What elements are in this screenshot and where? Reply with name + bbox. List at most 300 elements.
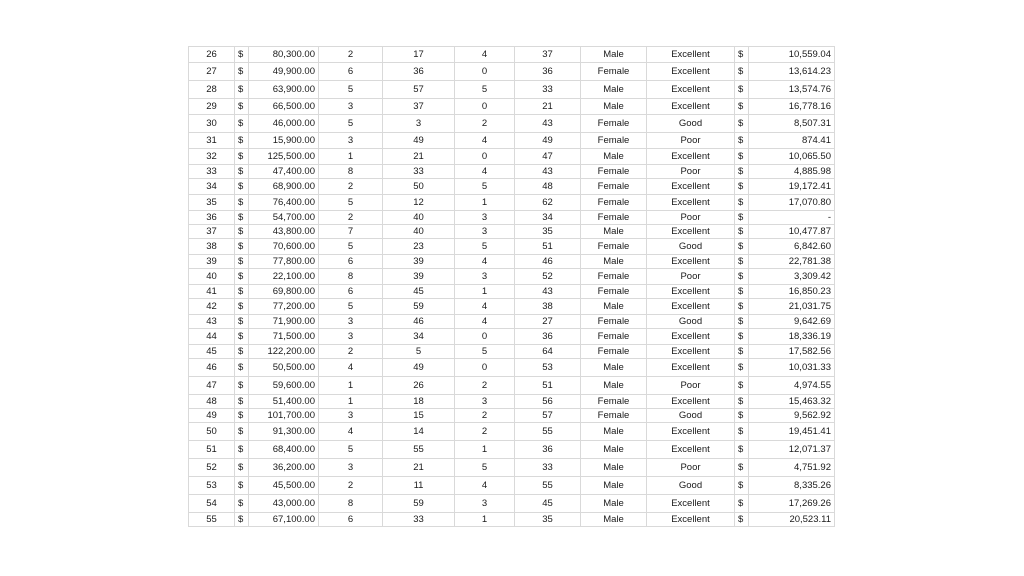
currency-cell[interactable]: $ <box>235 99 249 115</box>
col-d-cell[interactable]: 57 <box>515 409 581 423</box>
currency-cell[interactable]: $ <box>235 149 249 165</box>
col-c-cell[interactable]: 5 <box>455 239 515 255</box>
rating-cell[interactable]: Good <box>647 315 735 329</box>
rating-cell[interactable]: Excellent <box>647 513 735 527</box>
col-b-cell[interactable]: 15 <box>383 409 455 423</box>
gender-cell[interactable]: Female <box>581 315 647 329</box>
currency-cell[interactable]: $ <box>735 345 749 359</box>
amount-cell[interactable]: 4,974.55 <box>749 377 835 395</box>
rating-cell[interactable]: Excellent <box>647 225 735 239</box>
amount-cell[interactable]: 22,781.38 <box>749 255 835 269</box>
salary-cell[interactable]: 49,900.00 <box>249 63 319 81</box>
col-c-cell[interactable]: 0 <box>455 99 515 115</box>
col-a-cell[interactable]: 7 <box>319 225 383 239</box>
col-a-cell[interactable]: 5 <box>319 81 383 99</box>
col-c-cell[interactable]: 2 <box>455 409 515 423</box>
rating-cell[interactable]: Good <box>647 477 735 495</box>
currency-cell[interactable]: $ <box>735 195 749 211</box>
col-a-cell[interactable]: 8 <box>319 495 383 513</box>
col-a-cell[interactable]: 6 <box>319 255 383 269</box>
id-cell[interactable]: 40 <box>189 269 235 285</box>
currency-cell[interactable]: $ <box>735 225 749 239</box>
currency-cell[interactable]: $ <box>735 239 749 255</box>
currency-cell[interactable]: $ <box>235 299 249 315</box>
col-d-cell[interactable]: 34 <box>515 211 581 225</box>
col-d-cell[interactable]: 35 <box>515 225 581 239</box>
salary-cell[interactable]: 50,500.00 <box>249 359 319 377</box>
col-a-cell[interactable]: 8 <box>319 269 383 285</box>
col-b-cell[interactable]: 49 <box>383 359 455 377</box>
col-d-cell[interactable]: 36 <box>515 441 581 459</box>
col-a-cell[interactable]: 5 <box>319 299 383 315</box>
col-c-cell[interactable]: 0 <box>455 329 515 345</box>
salary-cell[interactable]: 47,400.00 <box>249 165 319 179</box>
col-c-cell[interactable]: 5 <box>455 81 515 99</box>
col-a-cell[interactable]: 3 <box>319 99 383 115</box>
gender-cell[interactable]: Female <box>581 179 647 195</box>
amount-cell[interactable]: 3,309.42 <box>749 269 835 285</box>
col-a-cell[interactable]: 1 <box>319 149 383 165</box>
col-d-cell[interactable]: 53 <box>515 359 581 377</box>
gender-cell[interactable]: Female <box>581 395 647 409</box>
salary-cell[interactable]: 70,600.00 <box>249 239 319 255</box>
amount-cell[interactable]: 16,778.16 <box>749 99 835 115</box>
col-a-cell[interactable]: 5 <box>319 441 383 459</box>
id-cell[interactable]: 41 <box>189 285 235 299</box>
gender-cell[interactable]: Female <box>581 269 647 285</box>
col-b-cell[interactable]: 23 <box>383 239 455 255</box>
id-cell[interactable]: 47 <box>189 377 235 395</box>
col-c-cell[interactable]: 4 <box>455 47 515 63</box>
currency-cell[interactable]: $ <box>735 285 749 299</box>
amount-cell[interactable]: 17,582.56 <box>749 345 835 359</box>
rating-cell[interactable]: Excellent <box>647 255 735 269</box>
amount-cell[interactable]: 9,562.92 <box>749 409 835 423</box>
gender-cell[interactable]: Male <box>581 81 647 99</box>
col-d-cell[interactable]: 64 <box>515 345 581 359</box>
salary-cell[interactable]: 68,400.00 <box>249 441 319 459</box>
id-cell[interactable]: 52 <box>189 459 235 477</box>
gender-cell[interactable]: Male <box>581 255 647 269</box>
salary-cell[interactable]: 91,300.00 <box>249 423 319 441</box>
amount-cell[interactable]: 21,031.75 <box>749 299 835 315</box>
col-d-cell[interactable]: 33 <box>515 459 581 477</box>
col-c-cell[interactable]: 4 <box>455 133 515 149</box>
salary-cell[interactable]: 43,800.00 <box>249 225 319 239</box>
id-cell[interactable]: 36 <box>189 211 235 225</box>
currency-cell[interactable]: $ <box>235 239 249 255</box>
salary-cell[interactable]: 77,200.00 <box>249 299 319 315</box>
col-b-cell[interactable]: 18 <box>383 395 455 409</box>
col-d-cell[interactable]: 56 <box>515 395 581 409</box>
currency-cell[interactable]: $ <box>735 299 749 315</box>
currency-cell[interactable]: $ <box>735 459 749 477</box>
rating-cell[interactable]: Good <box>647 115 735 133</box>
salary-cell[interactable]: 125,500.00 <box>249 149 319 165</box>
col-b-cell[interactable]: 3 <box>383 115 455 133</box>
currency-cell[interactable]: $ <box>235 211 249 225</box>
currency-cell[interactable]: $ <box>235 441 249 459</box>
salary-cell[interactable]: 67,100.00 <box>249 513 319 527</box>
col-b-cell[interactable]: 21 <box>383 459 455 477</box>
col-b-cell[interactable]: 11 <box>383 477 455 495</box>
col-b-cell[interactable]: 46 <box>383 315 455 329</box>
currency-cell[interactable]: $ <box>235 513 249 527</box>
id-cell[interactable]: 42 <box>189 299 235 315</box>
col-b-cell[interactable]: 39 <box>383 269 455 285</box>
col-b-cell[interactable]: 50 <box>383 179 455 195</box>
amount-cell[interactable]: - <box>749 211 835 225</box>
gender-cell[interactable]: Male <box>581 99 647 115</box>
id-cell[interactable]: 39 <box>189 255 235 269</box>
currency-cell[interactable]: $ <box>735 165 749 179</box>
currency-cell[interactable]: $ <box>735 179 749 195</box>
id-cell[interactable]: 53 <box>189 477 235 495</box>
currency-cell[interactable]: $ <box>735 329 749 345</box>
col-d-cell[interactable]: 27 <box>515 315 581 329</box>
col-a-cell[interactable]: 6 <box>319 285 383 299</box>
col-d-cell[interactable]: 48 <box>515 179 581 195</box>
col-c-cell[interactable]: 4 <box>455 299 515 315</box>
currency-cell[interactable]: $ <box>235 255 249 269</box>
rating-cell[interactable]: Excellent <box>647 395 735 409</box>
currency-cell[interactable]: $ <box>735 99 749 115</box>
col-b-cell[interactable]: 55 <box>383 441 455 459</box>
currency-cell[interactable]: $ <box>235 329 249 345</box>
gender-cell[interactable]: Male <box>581 149 647 165</box>
currency-cell[interactable]: $ <box>735 409 749 423</box>
col-a-cell[interactable]: 2 <box>319 211 383 225</box>
rating-cell[interactable]: Poor <box>647 269 735 285</box>
col-c-cell[interactable]: 1 <box>455 285 515 299</box>
col-a-cell[interactable]: 6 <box>319 513 383 527</box>
id-cell[interactable]: 29 <box>189 99 235 115</box>
rating-cell[interactable]: Poor <box>647 165 735 179</box>
rating-cell[interactable]: Excellent <box>647 195 735 211</box>
amount-cell[interactable]: 8,335.26 <box>749 477 835 495</box>
col-b-cell[interactable]: 34 <box>383 329 455 345</box>
col-b-cell[interactable]: 33 <box>383 513 455 527</box>
col-a-cell[interactable]: 6 <box>319 63 383 81</box>
salary-cell[interactable]: 71,500.00 <box>249 329 319 345</box>
id-cell[interactable]: 48 <box>189 395 235 409</box>
col-c-cell[interactable]: 0 <box>455 359 515 377</box>
id-cell[interactable]: 30 <box>189 115 235 133</box>
currency-cell[interactable]: $ <box>235 133 249 149</box>
amount-cell[interactable]: 10,065.50 <box>749 149 835 165</box>
id-cell[interactable]: 31 <box>189 133 235 149</box>
gender-cell[interactable]: Female <box>581 165 647 179</box>
col-b-cell[interactable]: 37 <box>383 99 455 115</box>
col-d-cell[interactable]: 46 <box>515 255 581 269</box>
col-b-cell[interactable]: 12 <box>383 195 455 211</box>
id-cell[interactable]: 26 <box>189 47 235 63</box>
rating-cell[interactable]: Poor <box>647 133 735 149</box>
currency-cell[interactable]: $ <box>235 81 249 99</box>
salary-cell[interactable]: 80,300.00 <box>249 47 319 63</box>
rating-cell[interactable]: Excellent <box>647 423 735 441</box>
col-d-cell[interactable]: 62 <box>515 195 581 211</box>
rating-cell[interactable]: Excellent <box>647 441 735 459</box>
col-b-cell[interactable]: 40 <box>383 211 455 225</box>
amount-cell[interactable]: 13,614.23 <box>749 63 835 81</box>
currency-cell[interactable]: $ <box>735 115 749 133</box>
currency-cell[interactable]: $ <box>235 423 249 441</box>
id-cell[interactable]: 49 <box>189 409 235 423</box>
currency-cell[interactable]: $ <box>735 423 749 441</box>
currency-cell[interactable]: $ <box>735 47 749 63</box>
rating-cell[interactable]: Excellent <box>647 285 735 299</box>
amount-cell[interactable]: 13,574.76 <box>749 81 835 99</box>
gender-cell[interactable]: Female <box>581 239 647 255</box>
gender-cell[interactable]: Female <box>581 133 647 149</box>
amount-cell[interactable]: 10,031.33 <box>749 359 835 377</box>
col-b-cell[interactable]: 21 <box>383 149 455 165</box>
rating-cell[interactable]: Excellent <box>647 149 735 165</box>
rating-cell[interactable]: Excellent <box>647 345 735 359</box>
col-a-cell[interactable]: 3 <box>319 459 383 477</box>
currency-cell[interactable]: $ <box>235 395 249 409</box>
gender-cell[interactable]: Female <box>581 345 647 359</box>
col-a-cell[interactable]: 5 <box>319 239 383 255</box>
rating-cell[interactable]: Excellent <box>647 299 735 315</box>
id-cell[interactable]: 28 <box>189 81 235 99</box>
currency-cell[interactable]: $ <box>735 269 749 285</box>
col-b-cell[interactable]: 59 <box>383 495 455 513</box>
col-d-cell[interactable]: 36 <box>515 329 581 345</box>
gender-cell[interactable]: Male <box>581 377 647 395</box>
col-c-cell[interactable]: 1 <box>455 195 515 211</box>
amount-cell[interactable]: 16,850.23 <box>749 285 835 299</box>
id-cell[interactable]: 46 <box>189 359 235 377</box>
col-b-cell[interactable]: 33 <box>383 165 455 179</box>
col-b-cell[interactable]: 40 <box>383 225 455 239</box>
col-c-cell[interactable]: 1 <box>455 513 515 527</box>
gender-cell[interactable]: Male <box>581 513 647 527</box>
amount-cell[interactable]: 19,172.41 <box>749 179 835 195</box>
amount-cell[interactable]: 17,070.80 <box>749 195 835 211</box>
col-b-cell[interactable]: 26 <box>383 377 455 395</box>
gender-cell[interactable]: Female <box>581 115 647 133</box>
currency-cell[interactable]: $ <box>735 81 749 99</box>
gender-cell[interactable]: Male <box>581 441 647 459</box>
gender-cell[interactable]: Male <box>581 459 647 477</box>
currency-cell[interactable]: $ <box>735 211 749 225</box>
id-cell[interactable]: 33 <box>189 165 235 179</box>
currency-cell[interactable]: $ <box>235 269 249 285</box>
salary-cell[interactable]: 43,000.00 <box>249 495 319 513</box>
currency-cell[interactable]: $ <box>235 47 249 63</box>
col-a-cell[interactable]: 3 <box>319 315 383 329</box>
col-c-cell[interactable]: 0 <box>455 149 515 165</box>
col-c-cell[interactable]: 3 <box>455 269 515 285</box>
rating-cell[interactable]: Excellent <box>647 47 735 63</box>
col-b-cell[interactable]: 57 <box>383 81 455 99</box>
amount-cell[interactable]: 6,842.60 <box>749 239 835 255</box>
currency-cell[interactable]: $ <box>235 225 249 239</box>
col-d-cell[interactable]: 55 <box>515 477 581 495</box>
col-d-cell[interactable]: 55 <box>515 423 581 441</box>
salary-cell[interactable]: 101,700.00 <box>249 409 319 423</box>
col-c-cell[interactable]: 3 <box>455 495 515 513</box>
salary-cell[interactable]: 45,500.00 <box>249 477 319 495</box>
col-b-cell[interactable]: 5 <box>383 345 455 359</box>
currency-cell[interactable]: $ <box>735 513 749 527</box>
currency-cell[interactable]: $ <box>735 133 749 149</box>
gender-cell[interactable]: Male <box>581 495 647 513</box>
rating-cell[interactable]: Excellent <box>647 63 735 81</box>
amount-cell[interactable]: 4,885.98 <box>749 165 835 179</box>
id-cell[interactable]: 44 <box>189 329 235 345</box>
gender-cell[interactable]: Male <box>581 477 647 495</box>
id-cell[interactable]: 32 <box>189 149 235 165</box>
currency-cell[interactable]: $ <box>735 441 749 459</box>
col-c-cell[interactable]: 1 <box>455 441 515 459</box>
currency-cell[interactable]: $ <box>235 345 249 359</box>
id-cell[interactable]: 38 <box>189 239 235 255</box>
currency-cell[interactable]: $ <box>735 495 749 513</box>
rating-cell[interactable]: Good <box>647 239 735 255</box>
col-d-cell[interactable]: 36 <box>515 63 581 81</box>
currency-cell[interactable]: $ <box>235 459 249 477</box>
rating-cell[interactable]: Good <box>647 409 735 423</box>
col-c-cell[interactable]: 4 <box>455 315 515 329</box>
salary-cell[interactable]: 66,500.00 <box>249 99 319 115</box>
currency-cell[interactable]: $ <box>235 477 249 495</box>
id-cell[interactable]: 51 <box>189 441 235 459</box>
col-a-cell[interactable]: 3 <box>319 409 383 423</box>
amount-cell[interactable]: 19,451.41 <box>749 423 835 441</box>
amount-cell[interactable]: 20,523.11 <box>749 513 835 527</box>
col-c-cell[interactable]: 4 <box>455 165 515 179</box>
col-d-cell[interactable]: 33 <box>515 81 581 99</box>
col-a-cell[interactable]: 3 <box>319 133 383 149</box>
gender-cell[interactable]: Female <box>581 63 647 81</box>
currency-cell[interactable]: $ <box>235 179 249 195</box>
amount-cell[interactable]: 17,269.26 <box>749 495 835 513</box>
currency-cell[interactable]: $ <box>235 63 249 81</box>
currency-cell[interactable]: $ <box>735 477 749 495</box>
col-b-cell[interactable]: 17 <box>383 47 455 63</box>
gender-cell[interactable]: Female <box>581 409 647 423</box>
col-b-cell[interactable]: 36 <box>383 63 455 81</box>
id-cell[interactable]: 55 <box>189 513 235 527</box>
salary-cell[interactable]: 22,100.00 <box>249 269 319 285</box>
salary-cell[interactable]: 51,400.00 <box>249 395 319 409</box>
col-c-cell[interactable]: 5 <box>455 459 515 477</box>
gender-cell[interactable]: Female <box>581 285 647 299</box>
salary-cell[interactable]: 46,000.00 <box>249 115 319 133</box>
gender-cell[interactable]: Male <box>581 47 647 63</box>
amount-cell[interactable]: 10,477.87 <box>749 225 835 239</box>
col-d-cell[interactable]: 47 <box>515 149 581 165</box>
col-a-cell[interactable]: 2 <box>319 345 383 359</box>
currency-cell[interactable]: $ <box>735 377 749 395</box>
col-d-cell[interactable]: 43 <box>515 165 581 179</box>
rating-cell[interactable]: Excellent <box>647 81 735 99</box>
col-a-cell[interactable]: 1 <box>319 377 383 395</box>
currency-cell[interactable]: $ <box>735 395 749 409</box>
rating-cell[interactable]: Excellent <box>647 329 735 345</box>
col-a-cell[interactable]: 3 <box>319 329 383 345</box>
col-b-cell[interactable]: 49 <box>383 133 455 149</box>
col-a-cell[interactable]: 5 <box>319 195 383 211</box>
col-b-cell[interactable]: 14 <box>383 423 455 441</box>
rating-cell[interactable]: Excellent <box>647 359 735 377</box>
col-b-cell[interactable]: 39 <box>383 255 455 269</box>
col-d-cell[interactable]: 37 <box>515 47 581 63</box>
col-d-cell[interactable]: 51 <box>515 377 581 395</box>
currency-cell[interactable]: $ <box>235 409 249 423</box>
col-c-cell[interactable]: 5 <box>455 179 515 195</box>
salary-cell[interactable]: 36,200.00 <box>249 459 319 477</box>
col-d-cell[interactable]: 21 <box>515 99 581 115</box>
col-d-cell[interactable]: 45 <box>515 495 581 513</box>
gender-cell[interactable]: Female <box>581 329 647 345</box>
id-cell[interactable]: 35 <box>189 195 235 211</box>
amount-cell[interactable]: 874.41 <box>749 133 835 149</box>
col-d-cell[interactable]: 52 <box>515 269 581 285</box>
currency-cell[interactable]: $ <box>235 165 249 179</box>
id-cell[interactable]: 43 <box>189 315 235 329</box>
col-b-cell[interactable]: 45 <box>383 285 455 299</box>
col-a-cell[interactable]: 8 <box>319 165 383 179</box>
col-c-cell[interactable]: 2 <box>455 115 515 133</box>
id-cell[interactable]: 34 <box>189 179 235 195</box>
col-d-cell[interactable]: 35 <box>515 513 581 527</box>
currency-cell[interactable]: $ <box>735 255 749 269</box>
col-d-cell[interactable]: 38 <box>515 299 581 315</box>
gender-cell[interactable]: Female <box>581 211 647 225</box>
amount-cell[interactable]: 15,463.32 <box>749 395 835 409</box>
col-a-cell[interactable]: 2 <box>319 477 383 495</box>
salary-cell[interactable]: 71,900.00 <box>249 315 319 329</box>
id-cell[interactable]: 50 <box>189 423 235 441</box>
col-d-cell[interactable]: 43 <box>515 285 581 299</box>
gender-cell[interactable]: Male <box>581 359 647 377</box>
rating-cell[interactable]: Excellent <box>647 99 735 115</box>
salary-cell[interactable]: 122,200.00 <box>249 345 319 359</box>
col-d-cell[interactable]: 51 <box>515 239 581 255</box>
currency-cell[interactable]: $ <box>735 149 749 165</box>
gender-cell[interactable]: Female <box>581 195 647 211</box>
currency-cell[interactable]: $ <box>235 377 249 395</box>
id-cell[interactable]: 45 <box>189 345 235 359</box>
col-c-cell[interactable]: 3 <box>455 395 515 409</box>
col-c-cell[interactable]: 2 <box>455 423 515 441</box>
id-cell[interactable]: 54 <box>189 495 235 513</box>
id-cell[interactable]: 37 <box>189 225 235 239</box>
salary-cell[interactable]: 59,600.00 <box>249 377 319 395</box>
col-c-cell[interactable]: 5 <box>455 345 515 359</box>
col-d-cell[interactable]: 49 <box>515 133 581 149</box>
col-a-cell[interactable]: 1 <box>319 395 383 409</box>
col-c-cell[interactable]: 0 <box>455 63 515 81</box>
currency-cell[interactable]: $ <box>235 195 249 211</box>
col-c-cell[interactable]: 4 <box>455 255 515 269</box>
rating-cell[interactable]: Poor <box>647 211 735 225</box>
amount-cell[interactable]: 10,559.04 <box>749 47 835 63</box>
currency-cell[interactable]: $ <box>235 315 249 329</box>
gender-cell[interactable]: Male <box>581 299 647 315</box>
amount-cell[interactable]: 9,642.69 <box>749 315 835 329</box>
col-a-cell[interactable]: 4 <box>319 359 383 377</box>
currency-cell[interactable]: $ <box>735 63 749 81</box>
amount-cell[interactable]: 4,751.92 <box>749 459 835 477</box>
currency-cell[interactable]: $ <box>235 285 249 299</box>
amount-cell[interactable]: 8,507.31 <box>749 115 835 133</box>
currency-cell[interactable]: $ <box>735 315 749 329</box>
